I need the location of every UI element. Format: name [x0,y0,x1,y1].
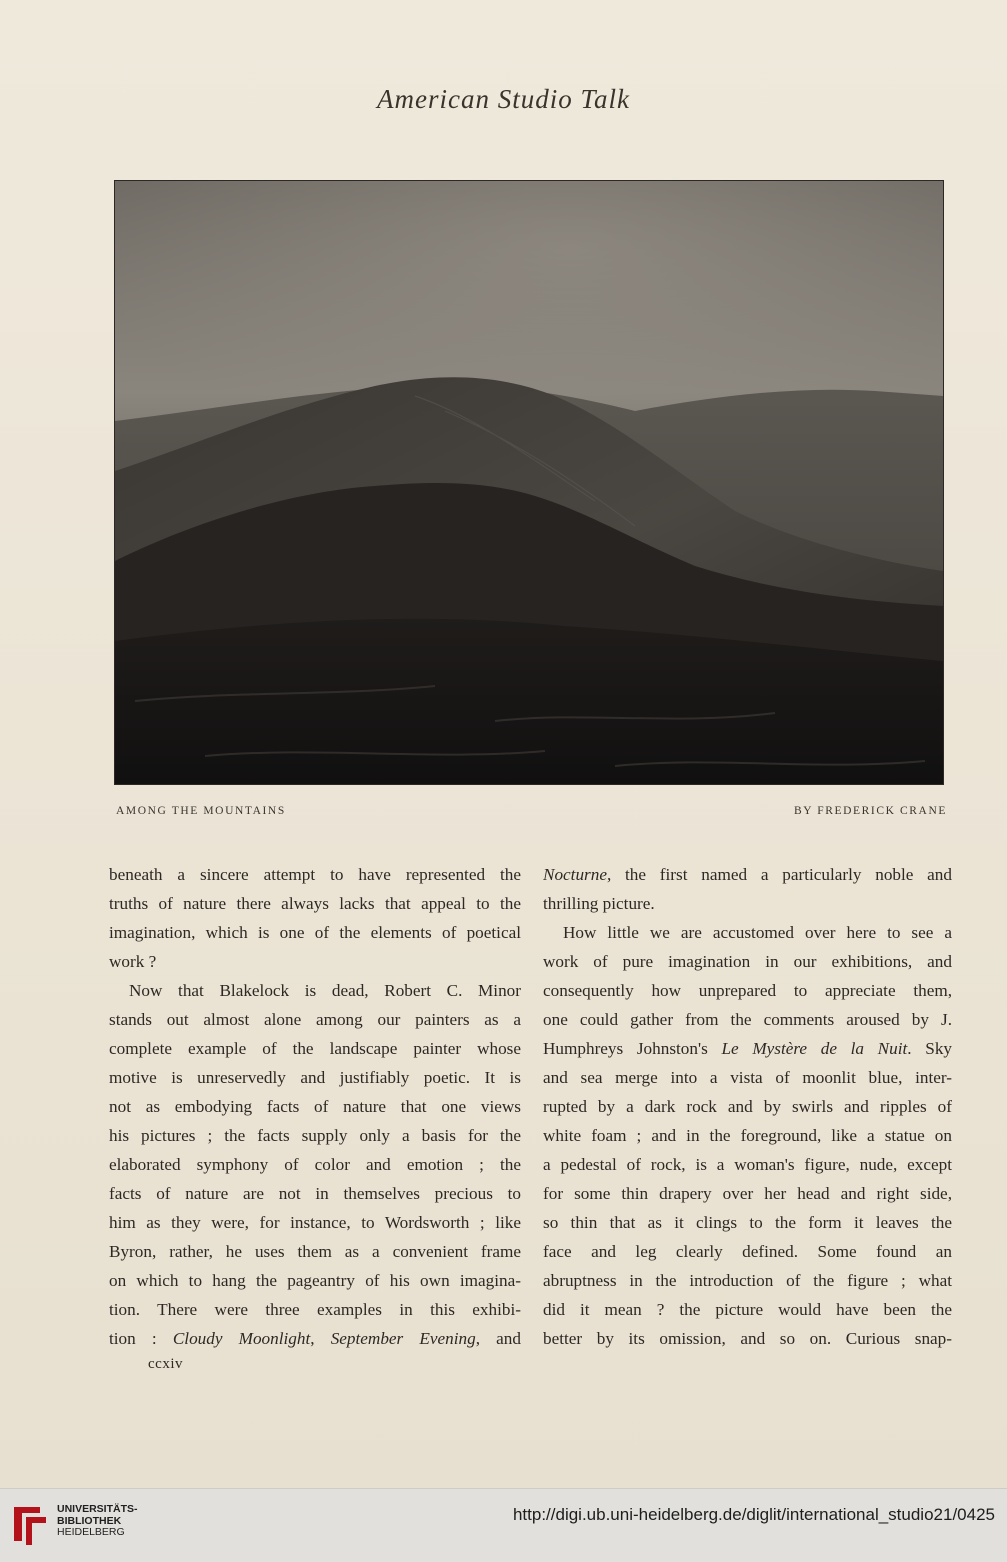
text-fragment: tion : [109,1329,173,1348]
plate-caption-title: AMONG THE MOUNTAINS [116,805,286,817]
text-line-with-title [543,860,952,889]
artwork-title: Nocturne [543,865,607,884]
running-title: American Studio Talk [377,84,630,114]
library-name-line: UNIVERSITÄTS- [57,1503,138,1515]
text-line: did it mean ? the picture would have been the [543,1300,952,1319]
text-line: tion. There were three examples in this exhibi- [109,1300,521,1319]
text-fragment: . Sky [907,1039,952,1058]
library-name-line: BIBLIOTHEK [57,1514,122,1527]
text-line: so thin that as it clings to the form it leaves the [543,1213,952,1232]
left-text-column [109,860,521,1353]
plate-caption-artist: BY FREDERICK CRANE [794,805,947,817]
artwork-title: Cloudy Moonlight [172,1329,311,1348]
text-line-with-titles [109,1324,521,1353]
text-line: better by its omission, and so on. Curious snap- [543,1329,952,1348]
text-fragment: Humphreys Johnston's [543,1039,722,1058]
library-name-line: HEIDELBERG [57,1526,125,1538]
text-fragment: , and [475,1329,521,1348]
page-folio: ccxiv [148,1356,183,1372]
text-line: facts of nature are not in themselves precious to [109,1184,521,1203]
artwork-title: Le Mystère de la Nuit [721,1039,908,1058]
text-line: abruptness in the introduction of the figure ; what [543,1271,952,1290]
text-line-with-title [543,1034,952,1063]
text-line: truths of nature there always lacks that appeal to the [109,894,521,913]
text-line: stands out almost alone among our painters as a [109,1010,521,1029]
text-line: face and leg clearly defined. Some found an [543,1242,952,1261]
text-line: rupted by a dark rock and by swirls and ripples of [543,1097,952,1116]
text-line: beneath a sincere attempt to have represented the [109,865,521,884]
text-line: imagination, which is one of the elements of poetical [109,923,521,942]
text-fragment: , [310,1329,331,1348]
text-line: not as embodying facts of nature that one views [109,1097,521,1116]
text-line: motive is unreservedly and justifiably poetic. It is [109,1068,521,1087]
text-line: a pedestal of rock, is a woman's figure, nude, except [543,1155,952,1174]
library-name [57,1504,138,1539]
source-url-link[interactable]: http://digi.ub.uni-heidelberg.de/diglit/international_studio21/0425 [512,1505,995,1524]
mountain-landscape-image [115,181,943,784]
text-line: and sea merge into a vista of moonlit blue, inter- [543,1068,952,1087]
library-logo-icon [10,1501,50,1547]
text-line: for some thin drapery over her head and right side, [543,1184,952,1203]
text-line: him as they were, for instance, to Wordsworth ; like [109,1213,521,1232]
text-line: one could gather from the comments aroused by J. [543,1010,952,1029]
text-line: on which to hang the pageantry of his own imagina- [109,1271,521,1290]
right-text-column [543,860,952,1353]
text-line: complete example of the landscape painter whose [109,1039,521,1058]
text-line: his pictures ; the facts supply only a basis for the [109,1126,521,1145]
digitization-footer [0,1488,1007,1562]
text-line: Byron, rather, he uses them as a convenient frame [109,1242,521,1261]
text-line: How little we are accustomed over here to see a [563,923,952,942]
plate-mountain-painting [114,180,944,785]
text-line: consequently how unprepared to appreciate them, [543,981,952,1000]
text-line: work of pure imagination in our exhibitions, and [543,952,952,971]
text-line: elaborated symphony of color and emotion ; the [109,1155,521,1174]
text-line: white foam ; and in the foreground, like a statue on [543,1126,952,1145]
artwork-title: September Evening [330,1329,476,1348]
text-line: thrilling picture. [543,894,655,913]
text-line: Now that Blakelock is dead, Robert C. Minor [129,981,521,1000]
text-fragment: , the first named a particularly noble and [606,865,952,884]
text-line: work ? [109,952,157,971]
